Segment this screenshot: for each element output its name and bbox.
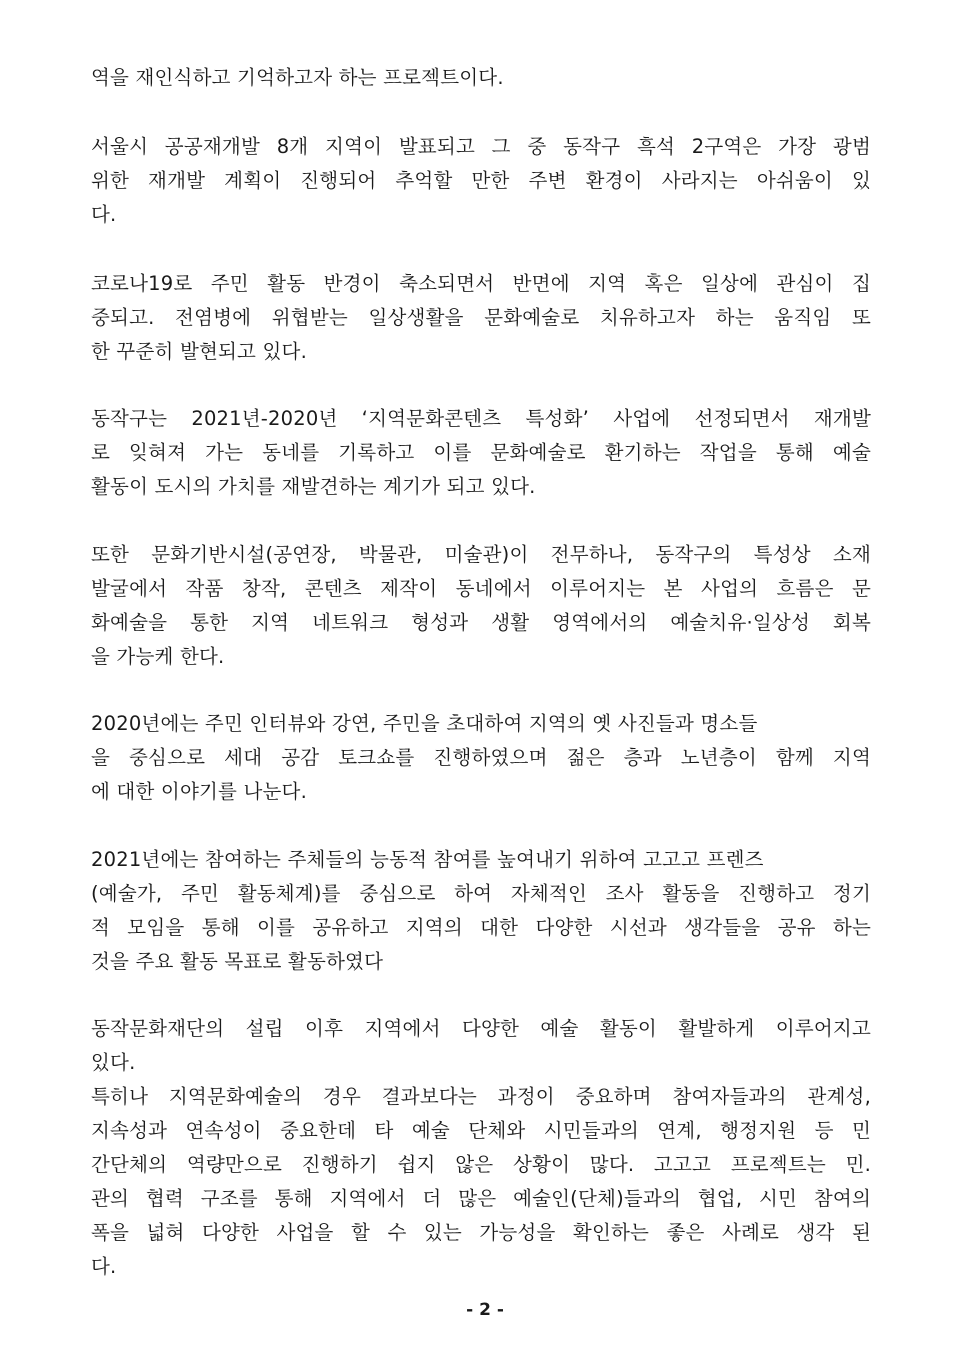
text-line: 을 중심으로 세대 공감 토크쇼를 진행하였으며 젊은 층과 노년층이 함께 지역 bbox=[91, 746, 871, 769]
text-line: 코로나19로 주민 활동 반경이 축소되면서 반면에 지역 혹은 일상에 관심이 집 bbox=[91, 272, 871, 295]
text-line: 에 대한 이야기를 나눈다. bbox=[91, 780, 307, 803]
text-line: 2020년에는 주민 인터뷰와 강연, 주민을 초대하여 지역의 옛 사진들과 명소들 bbox=[91, 712, 758, 735]
text-line: 동작문화재단의 설립 이후 지역에서 다양한 예술 활동이 활발하게 이루어지고 bbox=[91, 1017, 871, 1040]
text-line: 을 가능케 한다. bbox=[91, 645, 225, 668]
text-line: 특히나 지역문화예술의 경우 결과보다는 과정이 중요하며 참여자들과의 관계성, bbox=[91, 1085, 871, 1108]
text-line: 있다. bbox=[91, 1051, 136, 1074]
text-line: 활동이 도시의 가치를 재발견하는 계기가 되고 있다. bbox=[91, 475, 536, 498]
text-line: 폭을 넓혀 다양한 사업을 할 수 있는 가능성을 확인하는 좋은 사례로 생각 된 bbox=[91, 1221, 871, 1244]
page-number: - 2 - bbox=[466, 1300, 504, 1320]
text-line: 화예술을 통한 지역 네트워크 형성과 생활 영역에서의 예술치유·일상성 회복 bbox=[91, 611, 871, 634]
text-line: 관의 협력 구조를 통해 지역에서 더 많은 예술인(단체)들과의 협업, 시민 참여의 bbox=[91, 1187, 871, 1210]
text-line: 동작구는 2021년-2020년 ‘지역문화콘텐츠 특성화’ 사업에 선정되면서 재개발 bbox=[91, 407, 871, 430]
text-line: 2021년에는 참여하는 주체들의 능동적 참여를 높여내기 위하여 고고고 프렌즈 bbox=[91, 848, 764, 871]
text-line: 다. bbox=[91, 203, 117, 226]
text-line: 로 잊혀져 가는 동네를 기록하고 이를 문화예술로 환기하는 작업을 통해 예술 bbox=[91, 441, 871, 464]
text-line: 또한 문화기반시설(공연장, 박물관, 미술관)이 전무하나, 동작구의 특성상 소재 bbox=[91, 543, 871, 566]
text-line: 서울시 공공재개발 8개 지역이 발표되고 그 중 동작구 흑석 2구역은 가장 광범 bbox=[91, 135, 871, 158]
text-line: 것을 주요 활동 목표로 활동하였다 bbox=[91, 950, 384, 973]
text-line: 간단체의 역량만으로 진행하기 쉽지 않은 상황이 많다. 고고고 프로젝트는 민. bbox=[91, 1153, 871, 1176]
text-line: 적 모임을 통해 이를 공유하고 지역의 대한 다양한 시선과 생각들을 공유 하는 bbox=[91, 916, 871, 939]
text-line: 지속성과 연속성이 중요한데 타 예술 단체와 시민들과의 연계, 행정지원 등 민 bbox=[91, 1119, 871, 1142]
text-line: 한 꾸준히 발현되고 있다. bbox=[91, 340, 307, 363]
text-line: 다. bbox=[91, 1255, 117, 1278]
text-line: 위한 재개발 계획이 진행되어 추억할 만한 주변 환경이 사라지는 아쉬움이 있 bbox=[91, 169, 871, 192]
text-line: (예술가, 주민 활동체계)를 중심으로 하여 자체적인 조사 활동을 진행하고 정기 bbox=[91, 882, 871, 905]
text-line: 발굴에서 작품 창작, 콘텐츠 제작이 동네에서 이루어지는 본 사업의 흐름은 문 bbox=[91, 577, 871, 600]
text-line: 중되고. 전염병에 위협받는 일상생활을 문화예술로 치유하고자 하는 움직임 또 bbox=[91, 306, 871, 329]
text-line: 역을 재인식하고 기억하고자 하는 프로젝트이다. bbox=[91, 66, 504, 89]
